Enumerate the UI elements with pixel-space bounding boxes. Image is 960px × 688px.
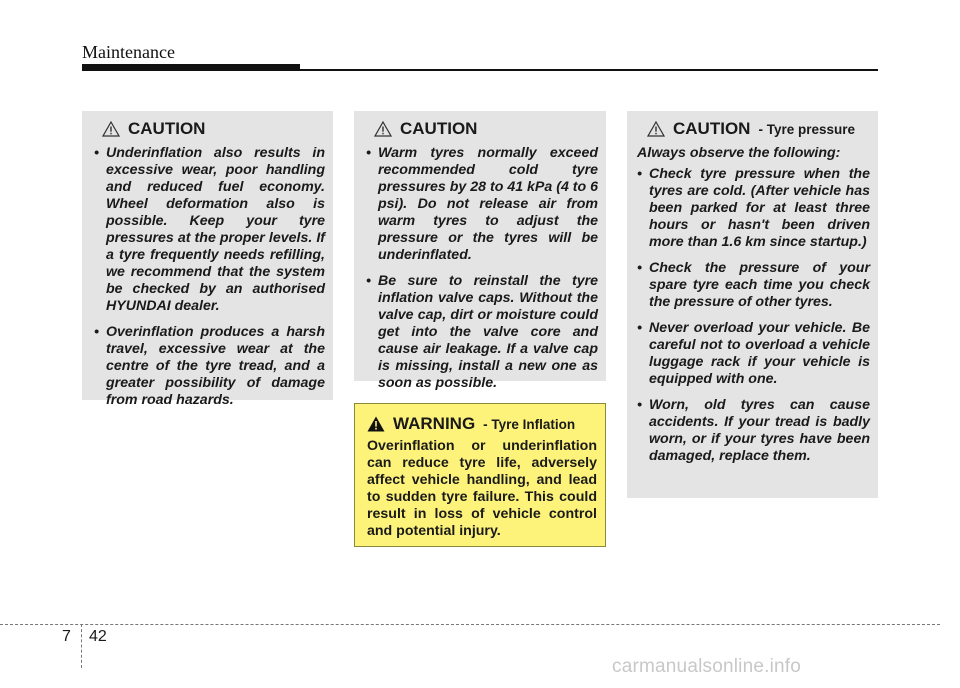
caution-title-row	[637, 119, 870, 139]
footer-vertical-divider	[81, 624, 82, 668]
caution-item: • Check the pressure of your spare tyre each time you check the pressure of other tyres.	[637, 260, 870, 311]
warning-body: Overinflation or underinflation can reduce tyre life, adversely affect vehicle handling, and lead to sudden tyre failure. This could result in loss of vehicle control and potential injury.	[367, 438, 597, 539]
caution-box-tyre-pressure	[627, 111, 878, 498]
caution-item: • Underinflation also results in excessive wear, poor handling and reduced fuel economy. Wheel deformation also is possible. Keep your tyre pressures at the proper levels. If a tyre frequently needs refilling, we recommend that the system be checked by an authorised HYUNDAI dealer.	[94, 145, 325, 315]
caution-box-warm-tyres	[354, 111, 606, 391]
page-number: 42	[89, 628, 107, 645]
header-rule-thick	[82, 64, 300, 71]
warning-title-row	[367, 414, 597, 434]
caution-item: • Be sure to reinstall the tyre inflation valve caps. Without the valve cap, dirt or moisture could get into the valve core and cause air leakage. If a valve cap is missing, install a new one as soon as possible.	[366, 273, 598, 392]
caution-item: • Worn, old tyres can cause accidents. If your tread is badly worn, or if your tyres have been damaged, replace them.	[637, 397, 870, 465]
warning-subtitle: - Tyre Inflation	[483, 416, 576, 432]
caution-item: • Overinflation produces a harsh travel, excessive wear at the centre of the tyre tread, and a greater possibility of damage from road hazards.	[94, 324, 325, 409]
caution-item: • Check tyre pressure when the tyres are cold. (After vehicle has been parked for at least three hours or hasn't been driven more than 1.6 km since startup.)	[637, 166, 870, 251]
header-rule-thin	[300, 69, 878, 71]
footer-divider	[0, 624, 940, 625]
warning-triangle-icon	[367, 416, 385, 432]
caution-subtitle: - Tyre pressure	[758, 121, 855, 137]
caution-title-row	[94, 119, 325, 139]
warning-box-tyre-inflation	[354, 403, 606, 547]
caution-body	[366, 145, 598, 392]
page-header-title: Maintenance	[82, 42, 175, 62]
caution-title-row	[366, 119, 598, 139]
caution-title: CAUTION	[400, 119, 478, 138]
watermark: carmanualsonline.info	[612, 656, 802, 677]
warning-triangle-icon	[102, 121, 120, 137]
warning-triangle-icon	[647, 121, 665, 137]
chapter-number: 7	[62, 628, 71, 645]
caution-body	[94, 145, 325, 409]
caution-box-inflation	[82, 111, 333, 408]
warning-title: WARNING	[393, 414, 476, 433]
caution-item: • Never overload your vehicle. Be careful not to overload a vehicle luggage rack if your vehicle is equipped with one.	[637, 320, 870, 388]
caution-title: CAUTION	[673, 119, 751, 138]
warning-triangle-icon	[374, 121, 392, 137]
caution-lead: Always observe the following:	[637, 145, 841, 161]
caution-item: • Warm tyres normally exceed recommended cold tyre pressures by 28 to 41 kPa (4 to 6 psi). Do not release air from warm tyres to adjust the pressure or the tyres will be underinflated.	[366, 145, 598, 264]
caution-title: CAUTION	[128, 119, 206, 138]
caution-body	[637, 145, 870, 465]
